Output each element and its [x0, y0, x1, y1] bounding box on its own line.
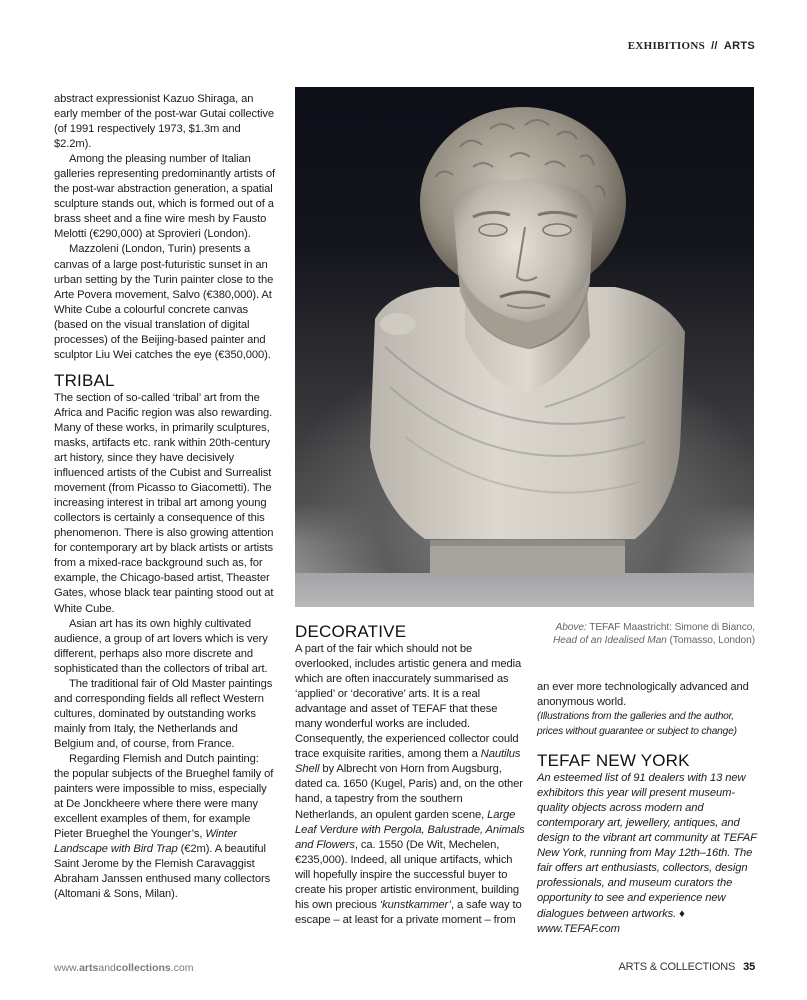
left-column [54, 92, 276, 902]
term-italic: ‘kunstkammer’ [379, 898, 451, 911]
website-link[interactable]: www.TEFAF.com [537, 922, 620, 935]
body-paragraph: An esteemed list of 91 dealers with 13 new exhibitors this year will present museum-quality objects across modern and contemporary art, jewellery, antiques, and design to the vibrant art community at TEFAF New York, running from May 12th–16th. The fair offers art enthusiasts, collectors, design professionals, and museum curators the opportunity to see and experience new dialogues between artworks. ♦ [537, 772, 757, 920]
right-column [537, 680, 762, 937]
middle-column [295, 622, 525, 928]
artwork-title: Winter Landscape with Bird Trap [54, 828, 237, 856]
header-section: EXHIBITIONS [627, 40, 705, 52]
bust-photo [295, 87, 754, 607]
end-mark-icon: ♦ [679, 907, 685, 920]
caption-lead: Above: [555, 622, 587, 633]
header-separator: // [711, 40, 718, 52]
section-heading-tribal: TRIBAL [54, 370, 115, 390]
section-heading-decorative: DECORATIVE [295, 622, 407, 641]
footer-website[interactable]: www.artsandcollections.com [54, 962, 194, 974]
photo-caption: Above: TEFAF Maastricht: Simone di Bianco, Head of an Idealised Man (Tomasso, London) [553, 622, 755, 647]
header-subsection: ARTS [723, 40, 755, 52]
section-heading-tefaf-new-york: TEFAF NEW YORK [537, 751, 690, 771]
body-paragraph: Among the pleasing number of Italian galleries representing predominantly artists of the post-war abstraction generation, a spatial sculpture stands out, which is formed out of a brass sheet and a fine wire mesh by Fausto Melotti (€290,000) at Sprovieri (London). [54, 153, 276, 241]
artwork-title: Large Leaf Verdure with Pergola, Balustrade, Animals and Flowers [295, 808, 525, 851]
marble-bust-illustration [295, 87, 754, 607]
illustrations-note: (Illustrations from the galleries and the author, prices without guarantee or subject to change) [537, 711, 737, 737]
body-paragraph: Asian art has its own highly cultivated audience, a group of art lovers which is very different, perhaps also more discrete and sophisticated than the collectors of tribal art. [54, 617, 268, 675]
body-paragraph: Mazzoleni (London, Turin) presents a canvas of a large post-futuristic sunset in an urban setting by the Turin painter close to the Arte Povera movement, Salvo (€380,000). At White Cube a colourful concrete canvas (based on the visual translation of digital processes) of the Beijing-based painter and sculptor Liu Wei catches the eye (€350,000). [54, 243, 274, 361]
body-paragraph: abstract expressionist Kazuo Shiraga, an early member of the post-war Gutai collective (of 1991 respectively 1973, $1.3m and $2.2m). [54, 93, 274, 151]
magazine-name: ARTS & COLLECTIONS [618, 961, 736, 973]
page-number: 35 [743, 961, 755, 973]
body-paragraph: an ever more technologically advanced and anonymous world. [537, 681, 749, 709]
body-paragraph: The traditional fair of Old Master paintings and corresponding fields all reflect Western cultures, dominated by outstanding works mainly from Italy, the Netherlands and Belgium and, of course, from France. [54, 677, 273, 750]
artwork-title: Nautilus Shell [295, 748, 521, 776]
running-header [628, 40, 755, 52]
body-paragraph: A part of the fair which should not be overlooked, includes artistic genera and media which are often inaccurately summarised as ‘applied’ or ‘decorative’ arts. It is a real advantage and asset of TEFAF that these many wonderful works are included. Consequently, the experienced collector could trace exquisite rarities, among them a Nautilus Shell by Albrecht von Horn from Augsburg, dated ca. 1650 (Kugel, Paris) and, on the other hand, a tapestry from the southern Netherlands, an opulent garden scene, Large Leaf Verdure with Pergola, Balustrade, Animals and Flowers, ca. 1550 (De Wit, Mechelen, €235,000). Indeed, all unique artifacts, which will hopefully inspire the successful buyer to create his proper artistic environment, building his own precious ‘kunstkammer’, a safe way to escape – at least for a private moment – from [295, 643, 525, 926]
body-paragraph: The section of so-called ‘tribal’ art from the Africa and Pacific region was also rewarding. Many of these works, in primarily sculptures, masks, artifacts etc. rank within 20th-century art history, since they have decisively influenced artists of the Cubist and Surrealist movement (from Picasso to Giacometti). The increasing interest in tribal art among young collectors is certainly a consequence of this phenomenon. There is also growing attention for contemporary art by black artists or artists from a mixed-race background such as, for example, the Chicago-based artist, Theaster Gates, whose black tear painting stood out at White Cube. [54, 391, 274, 615]
caption-artwork-title: Head of an Idealised Man [553, 635, 667, 647]
body-paragraph: Regarding Flemish and Dutch painting: the popular subjects of the Brueghel family of painters were impossible to miss, especially at De Jonckheere where there were many excellent examples of them, for example Pieter Brueghel the Younger’s, Winter Landscape with Bird Trap (€2m). A beautiful Saint Jerome by the Flemish Caravaggist Abraham Janssen enthused many collectors (Altomani & Sons, Milan). [54, 752, 274, 901]
footer-folio [619, 961, 755, 973]
